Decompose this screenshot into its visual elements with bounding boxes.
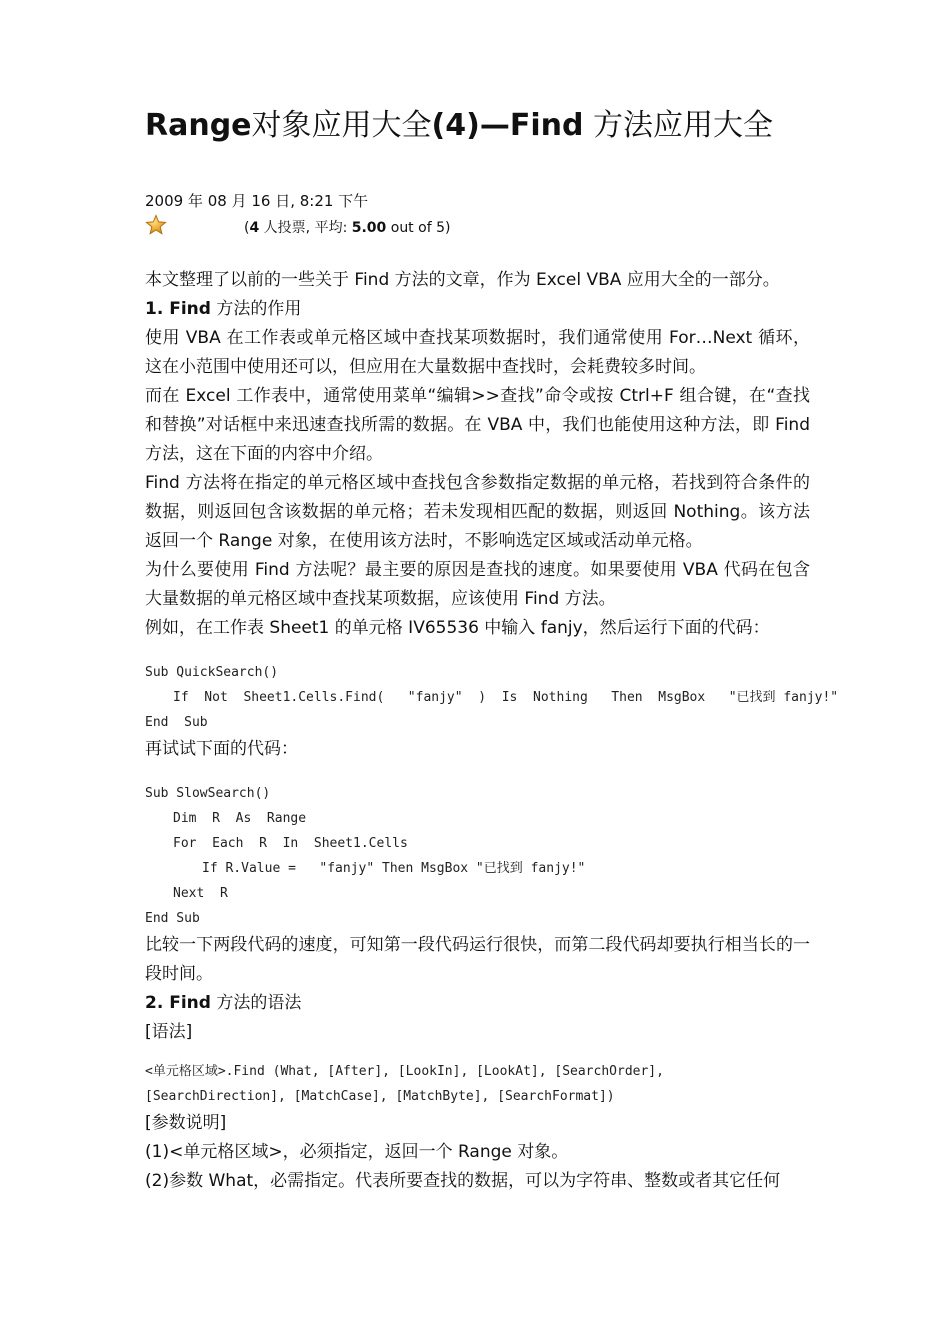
page-title [145, 104, 773, 148]
star-icon[interactable] [145, 214, 167, 236]
rating-average: 5.00 [351, 220, 387, 236]
spacer [145, 643, 810, 660]
code-line: End Sub [145, 715, 208, 730]
syntax-label: [语法] [145, 1022, 193, 1042]
title-part-4: 方法应用大全 [583, 108, 773, 143]
param-2: (2)参数 What，必需指定。代表所要查找的数据，可以为字符串、整数或者其它任何 [145, 1171, 781, 1191]
article-body [145, 266, 839, 1196]
rating-text [244, 218, 450, 238]
code-line: Next R [173, 886, 228, 901]
rating-mid: 人投票, 平均: [259, 220, 352, 236]
paragraph-4: 为什么要使用 Find 方法呢？最主要的原因是查找的速度。如果要使用 VBA 代码在包含大量数据的单元格区域中查找某项数据，应该使用 Find 方法。 [145, 560, 810, 609]
params-label: [参数说明] [145, 1113, 227, 1133]
section-2-title: 方法的语法 [210, 993, 302, 1013]
spacer [145, 1047, 810, 1059]
code-line: End Sub [145, 911, 200, 926]
code-line: Dim R As Range [173, 811, 307, 826]
rating-close: out of 5) [386, 220, 451, 236]
rating-votes: 4 [249, 220, 260, 236]
syntax-line: [SearchDirection], [MatchCase], [MatchByte], [SearchFormat]) [145, 1089, 615, 1104]
section-2-heading [145, 989, 810, 1018]
section-1-number: 1. Find [145, 299, 211, 319]
code-line: If Not Sheet1.Cells.Find( "fanjy" ) Is Nothing Then MsgBox "已找到 fanjy!" [173, 690, 839, 705]
title-part-2: 对象应用大全 [251, 108, 432, 143]
paragraph-1: 使用 VBA 在工作表或单元格区域中查找某项数据时，我们通常使用 For…Next 循环，这在小范围中使用还可以，但应用在大量数据中查找时，会耗费较多时间。 [145, 328, 810, 377]
code-line: If R.Value = "fanjy" Then MsgBox "已找到 fanjy!" [202, 861, 586, 876]
title-part-1: Range [145, 108, 252, 143]
intro-paragraph: 本文整理了以前的一些关于 Find 方法的文章，作为 Excel VBA 应用大全的一部分。 [145, 270, 780, 290]
paragraph-5: 例如，在工作表 Sheet1 的单元格 IV65536 中输入 fanjy，然后运行下面的代码： [145, 618, 770, 638]
spacer [145, 764, 810, 781]
paragraph-7: 比较一下两段代码的速度，可知第一段代码运行很快，而第二段代码却要执行相当长的一段时间。 [145, 935, 810, 984]
paragraph-6: 再试试下面的代码： [145, 739, 298, 759]
section-1-title: 方法的作用 [210, 299, 302, 319]
paragraph-2: 而在 Excel 工作表中，通常使用菜单“编辑>>查找”命令或按 Ctrl+F 组合键，在“查找和替换”对话框中来迅速查找所需的数据。在 VBA 中，我们也能使用这种方法，即 Find 方法，这在下面的内容中介绍。 [145, 386, 810, 464]
code-line: Sub SlowSearch() [145, 786, 271, 801]
section-2-number: 2. Find [145, 993, 211, 1013]
post-date: 2009 年 08 月 16 日, 8:21 下午 [145, 192, 369, 210]
rating-row [145, 214, 810, 240]
code-line: Sub QuickSearch() [145, 665, 279, 680]
section-1-heading [145, 295, 810, 324]
title-part-3: (4)—Find [431, 108, 584, 143]
param-1: (1)<单元格区域>，必须指定，返回一个 Range 对象。 [145, 1142, 569, 1162]
syntax-line: <单元格区域>.Find (What, [After], [LookIn], [LookAt], [SearchOrder], [145, 1064, 664, 1079]
paragraph-3: Find 方法将在指定的单元格区域中查找包含参数指定数据的单元格，若找到符合条件的数据，则返回包含该数据的单元格；若未发现相匹配的数据，则返回 Nothing。该方法返回一个 Range 对象，在使用该方法时，不影响选定区域或活动单元格。 [145, 473, 810, 551]
code-line: For Each R In Sheet1.Cells [173, 836, 408, 851]
rating-open: ( [244, 220, 250, 236]
